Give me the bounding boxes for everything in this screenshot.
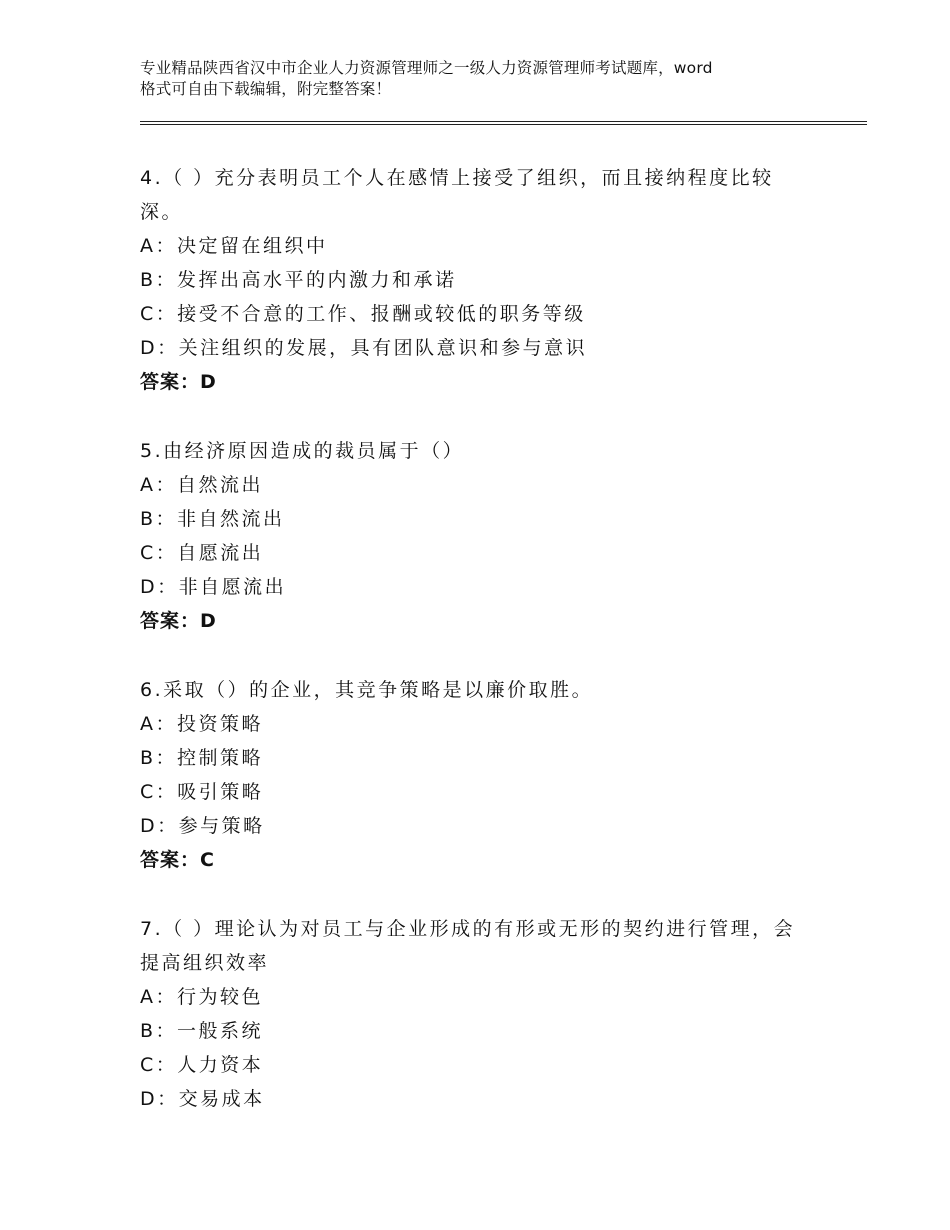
option-a: A：投资策略 [140,713,263,735]
header-divider-bottom [140,124,867,125]
option-d: D：非自愿流出 [140,576,287,598]
question-stem-line-1: 6.采取（）的企业，其竞争策略是以廉价取胜。 [140,679,594,701]
option-b: B：控制策略 [140,747,264,769]
option-a: A：行为较色 [140,986,263,1008]
question-6 [140,673,820,877]
option-c: C：接受不合意的工作、报酬或较低的职务等级 [140,303,586,325]
option-c: C：自愿流出 [140,542,264,564]
header-divider-top [140,121,867,122]
option-b: B：非自然流出 [140,508,285,530]
question-4 [140,161,820,399]
answer: 答案：D [140,610,217,632]
option-c: C：人力资本 [140,1054,264,1076]
question-stem-line-2: 提高组织效率 [140,952,270,974]
option-b: B：发挥出高水平的内激力和承诺 [140,269,457,291]
question-stem-line-1: 4.（ ）充分表明员工个人在感情上接受了组织，而且接纳程度比较 [140,167,774,189]
option-b: B：一般系统 [140,1020,264,1042]
document-header [140,58,840,100]
option-d: D：交易成本 [140,1088,265,1110]
option-d: D：关注组织的发展，具有团队意识和参与意识 [140,337,588,359]
answer: 答案：C [140,849,215,871]
header-line-1: 专业精品陕西省汉中市企业人力资源管理师之一级人力资源管理师考试题库，word [140,59,713,77]
answer: 答案：D [140,371,217,393]
question-stem-line-1: 7.（ ）理论认为对员工与企业形成的有形或无形的契约进行管理，会 [140,918,796,940]
question-5 [140,434,820,638]
option-d: D：参与策略 [140,815,265,837]
option-a: A：自然流出 [140,474,263,496]
option-a: A：决定留在组织中 [140,235,328,257]
option-c: C：吸引策略 [140,781,264,803]
header-line-2: 格式可自由下载编辑，附完整答案！ [140,80,392,98]
question-stem-line-2: 深。 [140,201,184,223]
question-7 [140,912,820,1116]
question-stem-line-1: 5.由经济原因造成的裁员属于（） [140,440,465,462]
